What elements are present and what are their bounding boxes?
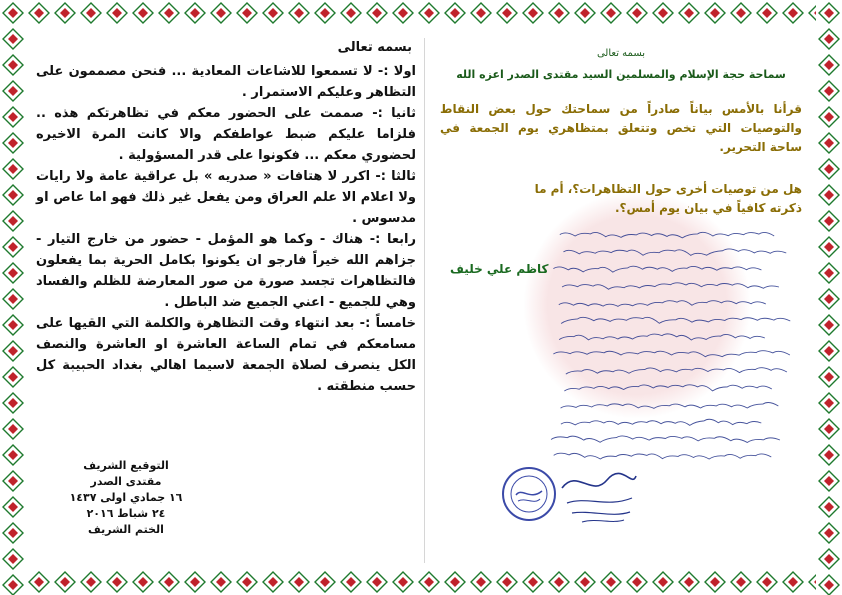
handwritten-signature [552,458,642,528]
letter-address: سماحة حجة الإسلام والمسلمين السيد مقتدى الصدر اعزه الله [456,68,786,81]
letter-greeting: بسمه تعالى [596,48,646,59]
typed-statement [36,40,416,565]
point-2: ثانيا :- صممت على الحضور معكم في تظاهرتكم هذه .. فلزاما عليكم ضبط عواطفكم والا كانت المرة الاخيره لحضوري معكم ... فكونوا على قدر المسؤولية . [36,106,416,163]
point-5: خامساً :- بعد انتهاء وقت التظاهرة والكلمة التي القيها على مسامعكم في تمام الساعة العاشرة او العاشرة والنصف الكل ينصرف لصلاة الجمعة لاسيما اهالي بغداد الحبيبة كل حسب منطقته . [36,316,416,394]
point-1: اولا :- لا تسمعوا للاشاعات المعادية ... فنحن مصممون على التظاهر وعليكم الاستمرار . [36,64,416,100]
signature-label: التوقيع الشريف [83,459,169,472]
letter-body: قرأنا بالأمس بياناً صادراً من سماحتك حول بعض النقاط والتوصيات التي تخص وتتعلق بمتظاهري يوم الجمعة في ساحة التحرير. [440,102,802,154]
signature-gregorian-date: ٢٤ شباط ٢٠١٦ [86,507,166,520]
official-seal-stamp [500,465,558,523]
signature-hijri-date: ١٦ جمادي اولى ١٤٣٧ [69,491,183,504]
left-ornament-border [0,0,26,595]
top-ornament-border [0,0,842,26]
statement-greeting: بسمه تعالى [337,40,412,55]
signature-name: مقتدى الصدر [90,475,162,488]
seal-label: الختم الشريف [88,523,164,536]
asker-name: كاظم علي خليف [450,262,549,276]
signature-block [56,458,196,538]
point-3: ثالثا :- اكرر لا هتافات « صدريه » بل عراقية عامة ولا رايات ولا اعلام الا علم العراق ومن يفعل غير ذلك فهو اما عاص او مدسوس . [36,169,416,226]
column-divider [424,38,425,563]
letter-question: هل من توصيات أخرى حول التظاهرات؟، أم ما ذكرته كافياً في بيان يوم أمس؟. [534,182,802,215]
bottom-ornament-border [0,569,842,595]
original-letter [432,40,810,565]
right-ornament-border [816,0,842,595]
point-4: رابعا :- هناك - وكما هو المؤمل - حضور من خارج التيار - جزاهم الله خيراً فارجو ان يكونوا بكامل الحرية بما يفعلون فالتظاهرات تجسد صورة من صور المعارضة للظلم والفساد وهي للجميع - اعني الجميع ضد الباطل . [36,232,416,310]
